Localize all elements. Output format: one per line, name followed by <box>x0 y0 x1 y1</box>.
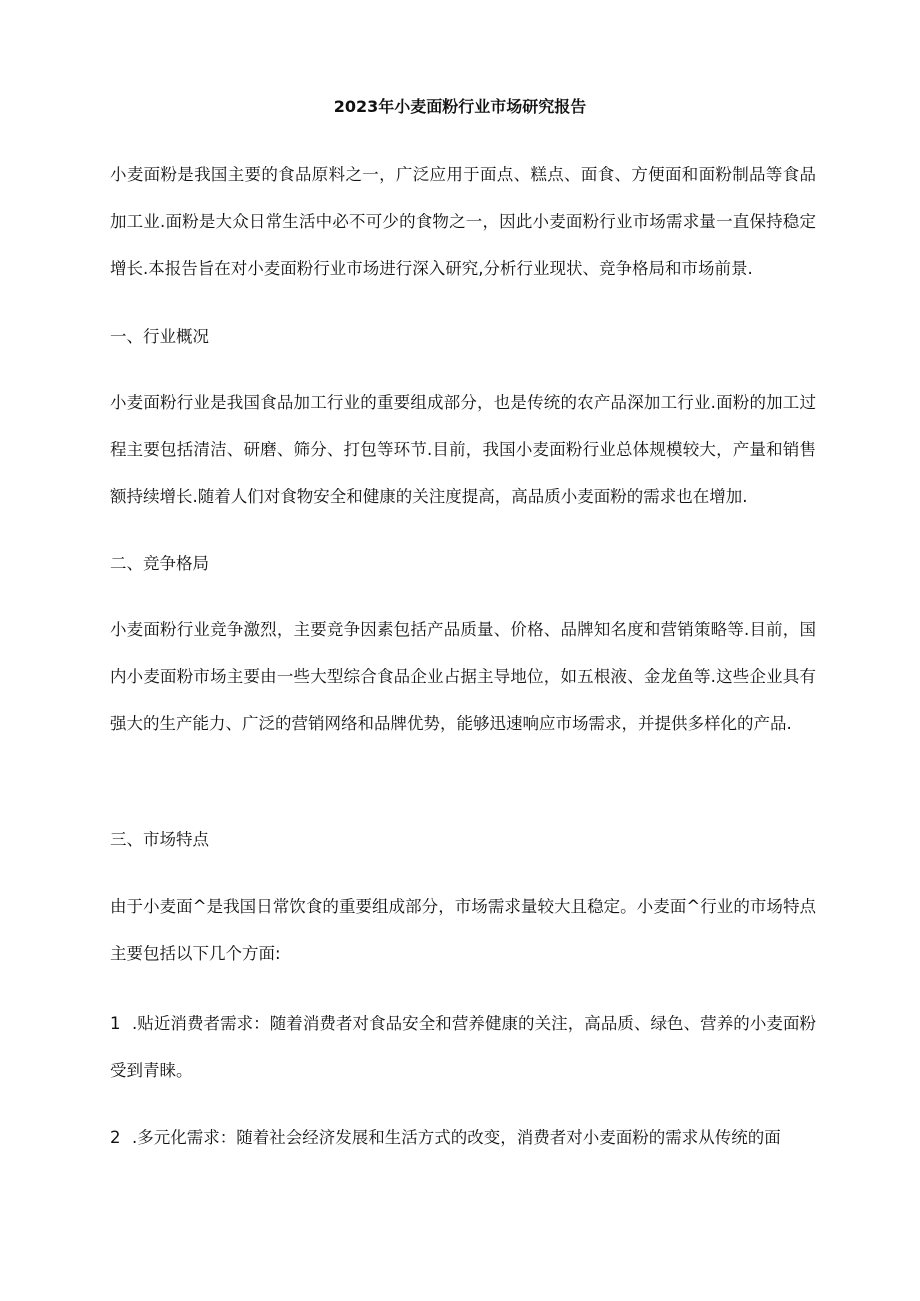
list-item-number: 2 <box>110 1128 121 1147</box>
section-body-overview: 小麦面粉行业是我国食品加工行业的重要组成部分，也是传统的农产品深加工行业.面粉的加工过程主要包括清洁、研磨、筛分、打包等环节.目前，我国小麦面粉行业总体规模较大，产量和销售额持续增长.随着人们对食物安全和健康的关注度提高，高品质小麦面粉的需求也在增加. <box>110 393 816 506</box>
section-body-market-features: 由于小麦面^是我国日常饮食的重要组成部分，市场需求量较大且稳定。小麦面^行业的市场特点主要包括以下几个方面: <box>110 897 816 963</box>
list-item <box>110 1114 816 1161</box>
section-heading-overview: 一、行业概况 <box>110 327 209 346</box>
list-item <box>110 1000 816 1094</box>
document-title: 2023年小麦面粉行业市场研究报告 <box>333 97 587 116</box>
section-heading-competition: 二、竞争格局 <box>110 554 209 573</box>
intro-paragraph: 小麦面粉是我国主要的食品原料之一，广泛应用于面点、糕点、面食、方便面和面粉制品等食品加工业.面粉是大众日常生活中必不可少的食物之一，因此小麦面粉行业市场需求量一直保持稳定增长.本报告旨在对小麦面粉行业市场进行深入研究,分析行业现状、竞争格局和市场前景. <box>110 165 816 278</box>
section-heading-market-features: 三、市场特点 <box>110 830 209 849</box>
section-body-competition: 小麦面粉行业竞争激烈，主要竞争因素包括产品质量、价格、品牌知名度和营销策略等.目前，国内小麦面粉市场主要由一些大型综合食品企业占据主导地位，如五根液、金龙鱼等.这些企业具有强大的生产能力、广泛的营销网络和品牌优势，能够迅速响应市场需求，并提供多样化的产品. <box>110 620 816 733</box>
list-item-number: 1 <box>110 1014 121 1033</box>
list-item-text: .贴近消费者需求：随着消费者对食品安全和营养健康的关注，高品质、绿色、营养的小麦面粉受到青睐。 <box>110 1014 816 1080</box>
list-item-text: .多元化需求：随着社会经济发展和生活方式的改变，消费者对小麦面粉的需求从传统的面 <box>132 1128 781 1147</box>
